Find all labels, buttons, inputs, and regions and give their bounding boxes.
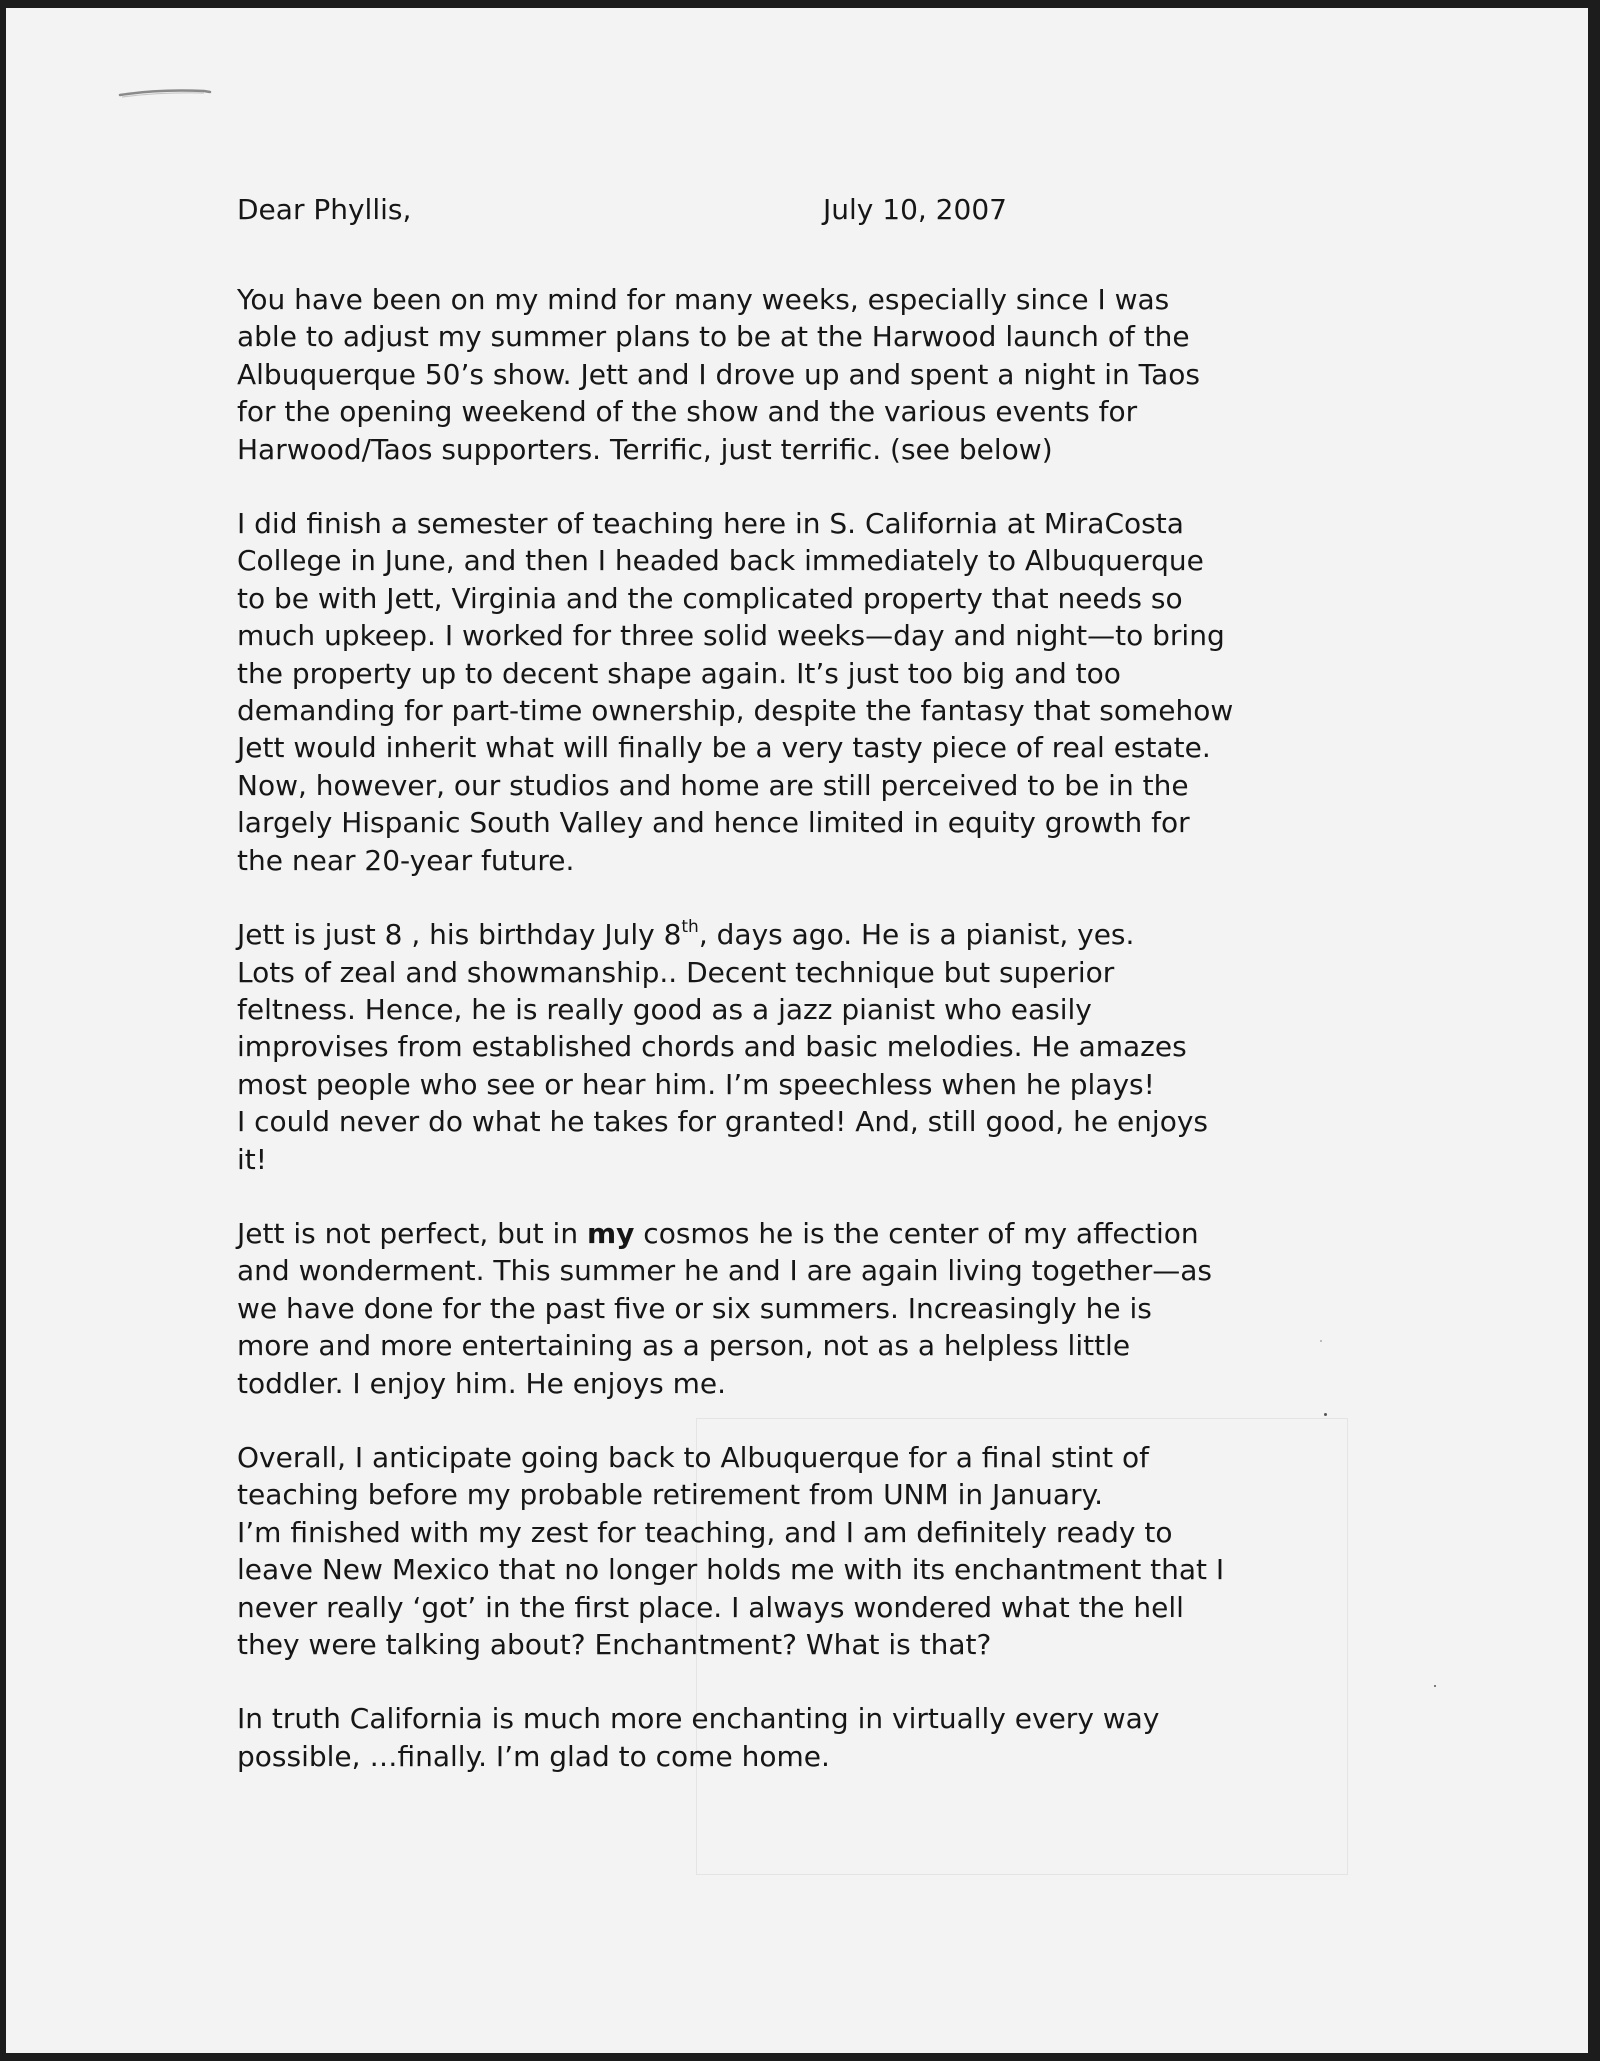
paper-speck — [1434, 1685, 1436, 1687]
text-line: In truth California is much more enchanting in virtually every way — [237, 1702, 1160, 1736]
ordinal-suffix: th — [681, 917, 699, 938]
letter-header — [237, 191, 1397, 231]
text-line: for the opening weekend of the show and the various events for — [237, 395, 1138, 429]
text-line: improvises from established chords and basic melodies. He amazes — [237, 1030, 1187, 1064]
text-line: the property up to decent shape again. It’s just too big and too — [237, 656, 1121, 690]
text-line: I did finish a semester of teaching here in S. California at MiraCosta — [237, 507, 1184, 541]
text-line: and wonderment. This summer he and I are again living together—as — [237, 1254, 1212, 1288]
text-line: feltness. Hence, he is really good as a jazz pianist who easily — [237, 992, 1092, 1026]
letter-date: July 10, 2007 — [823, 193, 1007, 226]
text-line: to be with Jett, Virginia and the complicated property that needs so — [237, 581, 1183, 615]
text-line: the near 20-year future. — [237, 843, 575, 877]
text-fragment: Jett is not perfect, but in — [237, 1216, 587, 1250]
paragraph-harwood-launch — [237, 281, 1397, 468]
text-fragment: cosmos he is the center of my affection — [634, 1216, 1199, 1250]
paragraph-jett-pianist — [237, 916, 1397, 1178]
text-line: Overall, I anticipate going back to Albuquerque for a final stint of — [237, 1440, 1149, 1474]
text-line: it! — [237, 1142, 267, 1176]
text-line — [237, 916, 1397, 953]
text-line: teaching before my probable retirement from UNM in January. — [237, 1478, 1104, 1512]
text-line: I’m finished with my zest for teaching, and I am definitely ready to — [237, 1515, 1173, 1549]
salutation: Dear Phyllis, — [237, 193, 412, 226]
paragraph-jett-cosmos — [237, 1215, 1397, 1402]
paragraph-california — [237, 1700, 1397, 1775]
text-line: never really ‘got’ in the first place. I always wondered what the hell — [237, 1590, 1184, 1624]
text-line: You have been on my mind for many weeks, especially since I was — [237, 283, 1170, 316]
text-line: toddler. I enjoy him. He enjoys me. — [237, 1366, 727, 1400]
letter-page — [6, 8, 1588, 2053]
text-line: I could never do what he takes for granted! And, still good, he enjoys — [237, 1105, 1208, 1139]
paragraph-semester-property — [237, 505, 1397, 879]
text-line: Albuquerque 50’s show. Jett and I drove up and spent a night in Taos — [237, 357, 1201, 391]
text-line: largely Hispanic South Valley and hence limited in equity growth for — [237, 806, 1190, 840]
text-fragment: , days ago. He is a pianist, yes. — [698, 918, 1135, 952]
text-line: Now, however, our studios and home are still perceived to be in the — [237, 768, 1189, 802]
text-line: Jett would inherit what will finally be a very tasty piece of real estate. — [237, 731, 1211, 765]
emphasis-my: my — [586, 1216, 635, 1250]
text-line: able to adjust my summer plans to be at the Harwood launch of the — [237, 320, 1190, 354]
text-line: leave New Mexico that no longer holds me with its enchantment that I — [237, 1553, 1225, 1587]
text-line: demanding for part-time ownership, despite the fantasy that somehow — [237, 694, 1234, 728]
text-line: Harwood/Taos supporters. Terrific, just terrific. (see below) — [237, 432, 1053, 466]
text-line: possible, …finally. I’m glad to come home. — [237, 1739, 830, 1773]
letter-body — [237, 191, 1397, 1812]
text-line — [237, 1215, 1397, 1252]
paragraph-retirement — [237, 1439, 1397, 1663]
text-line: we have done for the past five or six summers. Increasingly he is — [237, 1291, 1152, 1325]
text-line: they were talking about? Enchantment? What is that? — [237, 1628, 992, 1661]
text-line: much upkeep. I worked for three solid weeks—day and night—to bring — [237, 619, 1225, 653]
text-line: more and more entertaining as a person, not as a helpless little — [237, 1329, 1131, 1363]
text-line: College in June, and then I headed back immediately to Albuquerque — [237, 544, 1204, 578]
text-fragment: Jett is just 8 , his birthday July 8 — [237, 918, 682, 952]
staple-icon — [118, 87, 212, 99]
text-line: most people who see or hear him. I’m speechless when he plays! — [237, 1067, 1155, 1101]
text-line: Lots of zeal and showmanship.. Decent technique but superior — [237, 955, 1115, 989]
